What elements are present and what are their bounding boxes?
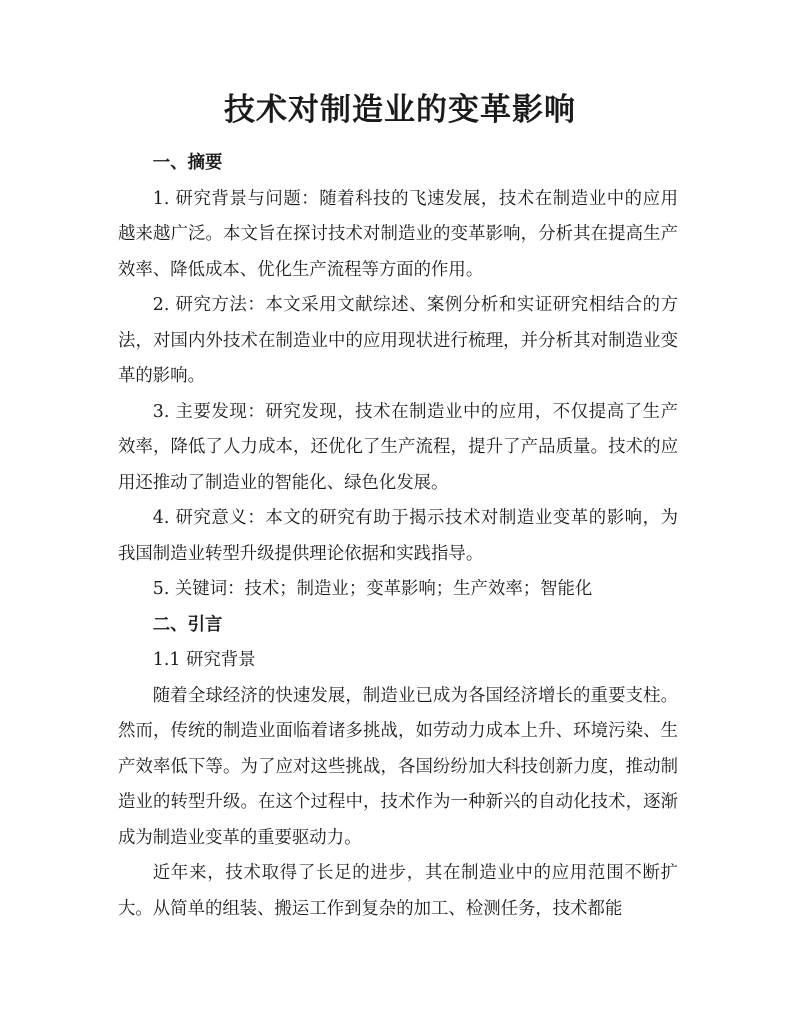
intro-paragraph-2: 近年来，技术取得了长足的进步，其在制造业中的应用范围不断扩大。从简单的组装、搬运工作到复杂的加工、检测任务，技术都能 bbox=[118, 863, 678, 919]
section-heading-introduction: 二、引言 bbox=[152, 614, 223, 635]
section-heading-abstract: 一、摘要 bbox=[152, 153, 223, 173]
abstract-method: 2. 研究方法：本文采用文献综述、案例分析和实证研究相结合的方法，对国内外技术在制造业中的应用现状进行梳理，并分析其对制造业变革的影响。 bbox=[118, 295, 678, 386]
document-title: 技术对制造业的变革影响 bbox=[224, 92, 576, 128]
document-body bbox=[118, 146, 678, 927]
intro-paragraph-1: 随着全球经济的快速发展，制造业已成为各国经济增长的重要支柱。然而，传统的制造业面临着诸多挑战，如劳动力成本上升、环境污染、生产效率低下等。为了应对这些挑战，各国纷纷加大科技创新力度，推动制造业的转型升级。在这个过程中，技术作为一种新兴的自动化技术，逐渐成为制造业变革的重要驱动力。 bbox=[118, 685, 678, 848]
abstract-keywords: 5. 关键词：技术；制造业；变革影响；生产效率；智能化 bbox=[152, 579, 593, 599]
abstract-background: 1. 研究背景与问题：随着科技的飞速发展，技术在制造业中的应用越来越广泛。本文旨在探讨技术对制造业的变革影响，分析其在提高生产效率、降低成本、优化生产流程等方面的作用。 bbox=[118, 188, 678, 280]
abstract-findings: 3. 主要发现：研究发现，技术在制造业中的应用，不仅提高了生产效率，降低了人力成本，还优化了生产流程，提升了产品质量。技术的应用还推动了制造业的智能化、绿色化发展。 bbox=[118, 401, 678, 493]
abstract-significance: 4. 研究意义：本文的研究有助于揭示技术对制造业变革的影响，为我国制造业转型升级提供理论依据和实践指导。 bbox=[118, 508, 678, 564]
subsection-heading-background: 1.1 研究背景 bbox=[152, 650, 256, 670]
